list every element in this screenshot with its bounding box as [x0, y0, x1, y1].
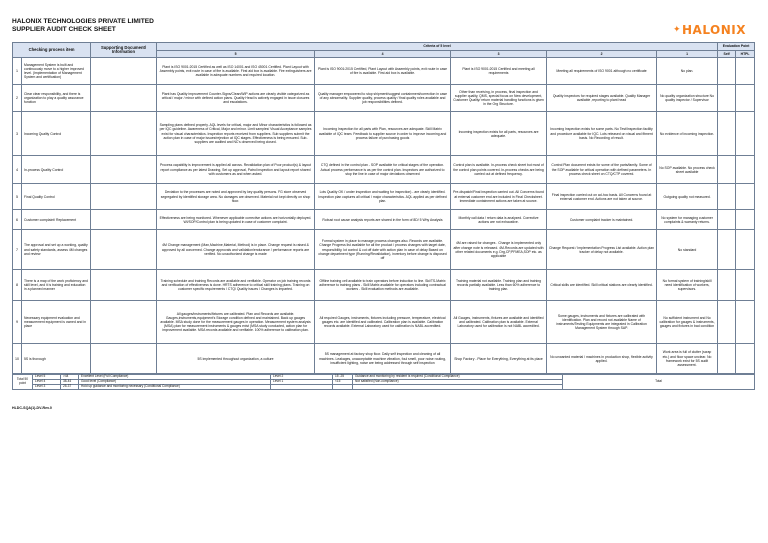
supporting-document [91, 85, 157, 112]
criteria-level-3: 4M are raised for changes . Change is implemented only after change note is released. 4M-Records are updated with other related documents e.g. Drg,CP,PFMEA,SOP etc. as applicable [451, 230, 547, 270]
table-row [13, 230, 755, 270]
audit-sheet [12, 18, 754, 410]
checking-item: 5S is thorough [22, 344, 91, 374]
criteria-level-2: Final inspection carried out on ad-hoc basis. All Concerns found at external customer end. Actions are not taken at source. [547, 184, 657, 210]
logo-star-icon: ✦ [672, 25, 681, 35]
criteria-level-4: All required Gauges, instruments, fixtures including pressure, temperature, electrical gauges etc. are identified and calibrated. Calibration plan is available. Calibration records available. External Laboratory used for calibration is NABL accredited. [315, 301, 451, 344]
halonix-logo [673, 23, 746, 37]
legend-description: Hold up guidance and monitoring necessary (Conditional Compliance) [79, 385, 271, 390]
criteria-level-1: No quality organization structure No quality inspector / Supervisor [657, 85, 718, 112]
criteria-level-2: Control Plan document exists for some of the parts/family. Some of the SOP available for critical operation with defined parameters. In process check sheet on CTQ/CTP covered. [547, 156, 657, 184]
criteria-level-5: Plant has Quality improvement Counter-Signs/Clean/WIP actions are clearly visible categorized as critical / major / minor with defined action plans. Quality Head is actively engaged in issue closures and escalations. [157, 85, 315, 112]
legend-range: 38-44 [61, 380, 79, 385]
header-level-4: 4 [315, 51, 451, 58]
criteria-level-2: Change Request / Implementation Progress List available. Action plan tracker of delay not available. [547, 230, 657, 270]
criteria-level-1: No system for managing customer complaints & warranty returns. [657, 210, 718, 230]
checking-item: In-process Quality Control [22, 156, 91, 184]
legend-range-secondary [333, 385, 353, 390]
htpl-score-cell[interactable] [736, 230, 755, 270]
supporting-document [91, 344, 157, 374]
table-row [13, 112, 755, 156]
criteria-level-2: Critical skills are identified. Skill critical stations are clearly identified. [547, 270, 657, 301]
row-number: 3 [13, 112, 22, 156]
criteria-level-2: Quality inspectors for required stages available. Quality Manager available ,reporting to plant head [547, 85, 657, 112]
row-number: 6 [13, 210, 22, 230]
legend-description: Excellent Level (Full Compliance) [79, 375, 271, 380]
self-score-cell[interactable] [718, 184, 736, 210]
table-row [13, 85, 755, 112]
row-number: 5 [13, 184, 22, 210]
legend-total-label: Total 50 point [13, 375, 33, 390]
row-number: 1 [13, 58, 22, 85]
header-level-2: 2 [547, 51, 657, 58]
table-row [13, 301, 755, 344]
criteria-level-5: Deviation to the processes are noted and approved by key quality persons. FG store observed segregated by identified storage area. No damages are observed. Material not kept directly on shop floor. [157, 184, 315, 210]
checking-item: Customer complaint/ Replacement [22, 210, 91, 230]
header-criteria: Criteria of 5 level [157, 43, 718, 51]
criteria-level-2: No unwanted material / machines in production shop, flexible activity applied. [547, 344, 657, 374]
self-score-cell[interactable] [718, 85, 736, 112]
htpl-score-cell[interactable] [736, 58, 755, 85]
criteria-level-1: Outgoing quality not measured. [657, 184, 718, 210]
row-number: 10 [13, 344, 22, 374]
legend-level: Level 3 [33, 385, 61, 390]
criteria-table [12, 42, 755, 374]
supporting-document [91, 270, 157, 301]
table-row [13, 344, 755, 374]
htpl-score-cell[interactable] [736, 184, 755, 210]
supporting-document [91, 156, 157, 184]
criteria-level-4: Lots Quality OK / under inspection and waiting for inspection) - are clearly identified. Inspection plan captures all critical / major characteristics. AQL applied as per defined plan. [315, 184, 451, 210]
criteria-level-4: Offline training cell available to train operators before induction to line. Ski/TS-Matrix adherence to training plans - Skill Matrix available for operators including contractual workers - Skill evaluation methods are available. [315, 270, 451, 301]
header-htpl: HTPL [736, 51, 755, 58]
htpl-score-cell[interactable] [736, 156, 755, 184]
criteria-level-3: All Gauges, instruments, fixtures are available and identified and calibrated. Calibration plan is available. External Laboratory used for calibration is not NABL accredited. [451, 301, 547, 344]
criteria-level-1: No standard [657, 230, 718, 270]
checking-item: Necessary equipment evaluation and measurement equipment is owned and in place [22, 301, 91, 344]
criteria-level-1: No plan. [657, 58, 718, 85]
criteria-level-5: Effectiveness are being monitored. Whenever applicable corrective actions are horizontally deployed. WI/SOP/Control plan is being updated in case of customer complaint. [157, 210, 315, 230]
header-level-1: 1 [657, 51, 718, 58]
row-number: 4 [13, 156, 22, 184]
self-score-cell[interactable] [718, 210, 736, 230]
legend-range-secondary: <15 [333, 380, 353, 385]
legend-range: >44 [61, 375, 79, 380]
row-number: 8 [13, 270, 22, 301]
legend-level: Level 5 [33, 375, 61, 380]
sheet-header [12, 18, 754, 42]
legend-description: Good level (Compliance) [79, 380, 271, 385]
criteria-level-4: Formal system in place to manage process changes also. Records are available. Change Progress list available for all the product / process changes with target date, responsibility, lot control & cut off date with action plan in case of delay Based on change department type (Running/Revalidation), inventory before change is disposed off [315, 230, 451, 270]
company-name: HALONIX TECHNOLOGIES PRIVATE LIMITED [12, 18, 154, 25]
htpl-score-cell[interactable] [736, 344, 755, 374]
supporting-document [91, 58, 157, 85]
criteria-level-3: Other than receiving, in process, final inspection and supplier quality, QMS, special focus on New development, Customer Quality/ return material handling functions is given in the Org Structure. [451, 85, 547, 112]
table-row [13, 184, 755, 210]
row-number: 2 [13, 85, 22, 112]
criteria-level-3: Plant is ISO 9001:2015 Certified and meeting all requirements [451, 58, 547, 85]
header-evaluation: Evaluation Point [718, 43, 755, 51]
criteria-level-3: Pre-dispatch/Final inspection carried out. All Concerns found at external customer end are included in Final Checksheet. Immediate containment actions are taken at source. [451, 184, 547, 210]
criteria-level-5: Process capability is improvement is applied all across. Revalidation plan of Poor product(s) & layout report compliance as per latest Drawing, Set up approval, Patrol inspection and layout report shared with customers as and when asked. [157, 156, 315, 184]
criteria-level-1: No SOP available. No process check sheet available [657, 156, 718, 184]
self-score-cell[interactable] [718, 344, 736, 374]
criteria-level-4: Plant is ISO 9001:2015 Certified, Plant Layout with Assembly points, exit route in case of fire is available. First aid box is available. [315, 58, 451, 85]
self-score-cell[interactable] [718, 230, 736, 270]
score-legend [12, 374, 755, 390]
criteria-level-1: No sufficient instrument and No calibration for gauges & instruments, gauges and fixtures in bad condition [657, 301, 718, 344]
legend-level-secondary [271, 385, 333, 390]
checking-item: The approval and set up a working, quality and safety standards, assess 4M changes and review [22, 230, 91, 270]
criteria-level-5: Sampling plans defined properly. AQL levels for critical, major and Minor characteristics is followed as per IQC guideline. Awareness of Critical, Major and minor. Limit samples/ Visual Acceptance samples exist for visual characteristics. Inspection reports received from suppliers. Sub suppliers submit the action plan in case of major issues/rejection at IQC stages. Effectiveness is being ensured. Sub-suppliers are audited and NC's observed being closed. [157, 112, 315, 156]
header-self: Self [718, 51, 736, 58]
checking-item: Clear clear responsibility, and there is organization to play a quality assurance function [22, 85, 91, 112]
legend-description-secondary: Not satisfied (Non-compliance) [353, 380, 563, 385]
criteria-level-5: Training schedule and training Records are available and verifiable. Operator on job training records and verification of effectiveness is done. HRTS adherence to critical skill training plans. Training on customer specific requirements / CTQ/ Quality issues / Changes is imparted. [157, 270, 315, 301]
checking-item: Incoming Quality Control [22, 112, 91, 156]
table-row [13, 156, 755, 184]
criteria-level-4: Robust root cause analysis reports are shared in the form of 8D/ 5 Why Analysis [315, 210, 451, 230]
legend-level-secondary: Level 1 [271, 380, 333, 385]
criteria-level-3: Monthly call data / return data is analyzed. Corrective actions are not exhaustive. [451, 210, 547, 230]
criteria-level-2: Meeting all requirements of ISO 9001 although no certificate [547, 58, 657, 85]
row-number: 9 [13, 301, 22, 344]
criteria-level-3: Training material not available. Training plan and training records partially available. Less than 60% adherence to training plan. [451, 270, 547, 301]
checking-item: There is a map of the work proficiency and skill level, and it is training and education in a planned manner [22, 270, 91, 301]
legend-description-secondary: Guidance and monitoring by resident is required (Conditional Compliance) [353, 375, 563, 380]
self-score-cell[interactable] [718, 58, 736, 85]
legend-level-secondary: Level 2 [271, 375, 333, 380]
criteria-level-3: Control plan is available. In-process check sheet but most of the control plan points covered. In-process checks are being carried out at defined frequency. [451, 156, 547, 184]
self-score-cell[interactable] [718, 156, 736, 184]
htpl-score-cell[interactable] [736, 85, 755, 112]
table-row [13, 210, 755, 230]
supporting-document [91, 301, 157, 344]
legend-total: Total [563, 375, 755, 390]
supporting-document [91, 184, 157, 210]
legend-description-secondary [353, 385, 563, 390]
criteria-level-2: Incoming Inspection exists for some parts. No Test/Inspection facility and procedure available for IQC. Lots released on visual and fitment basis. No Recording of result. [547, 112, 657, 156]
criteria-level-5: 4M Change management (Man,Machine,Material, Method) is in place. Change request is raised & approved by all concerned. Change approvals and validation/endurance / performance reports are verified. No unauthorized change is made [157, 230, 315, 270]
self-score-cell[interactable] [718, 301, 736, 344]
legend-level: Level 4 [33, 380, 61, 385]
document-number: HLDC-SQA(1)-DV-Rev.0 [12, 406, 52, 411]
table-row [13, 58, 755, 85]
criteria-level-3: Incoming inspection exists for all parts, resources are adequate. [451, 112, 547, 156]
criteria-level-1: No evidence of incoming inspection. [657, 112, 718, 156]
self-score-cell[interactable] [718, 270, 736, 301]
criteria-level-1: Work area is full of clutter (scrap etc.) and floor space unclear. No framework exist for 5S audit assessment. [657, 344, 718, 374]
criteria-level-2: Customer complaint tracker is maintained. [547, 210, 657, 230]
criteria-level-5: All gauges/instruments/fixtures are calibrated. Plan and Records are available. Gauges,instruments,equipment's Storage condition defined and maintained. Back up gauges available. MSA study done for the measurement gauges in operation. Measurement system analysis (MSA) plan for measurement instruments & gauges exist (MSA study conducted, action plan for improvement available. MSA records available and verifiable. 100% adherence to calibration plan. [157, 301, 315, 344]
criteria-level-4: Incoming Inspection for all parts with Plan, resources are adequate. Skill Matrix available of IQC team. Feedback to supplier source in order to improve incoming and process failure of purchasing goods [315, 112, 451, 156]
supporting-document [91, 210, 157, 230]
criteria-level-5: Plant is ISO 9001:2015 Certified as well as ISO 14001 and ISO 45001 Certified. Plant Layout with Assembly points, exit route in case of fire is available. First aid box is available. Fire extinguishers are available in adequate numbers and required location. [157, 58, 315, 85]
header-level-5: 5 [157, 51, 315, 58]
criteria-level-4: CTQ defined in the control plan - SOP available for critical stages of the operation. Actual process performance is as per the control plan. Inspectors are authorized to stop the line in case of major deviations observed [315, 156, 451, 184]
sheet-title: SUPPLIER AUDIT CHECK SHEET [12, 26, 116, 33]
supporting-document [91, 112, 157, 156]
htpl-score-cell[interactable] [736, 301, 755, 344]
checking-item: Final Quality Control [22, 184, 91, 210]
row-number: 7 [13, 230, 22, 270]
table-row [13, 270, 755, 301]
supporting-document [91, 230, 157, 270]
criteria-level-3: Shop Factory - Place for Everything, Everything at its place [451, 344, 547, 374]
criteria-level-2: Some gauges, instruments and fixtures are calibrated with identification. Plan and record not available Name of instruments/Testing Equipments are integrated in Calibration Management System through SAP. [547, 301, 657, 344]
header-level-3: 3 [451, 51, 547, 58]
criteria-level-5: 5S implemented throughout organization, a culture [157, 344, 315, 374]
logo-text: HALONIX [681, 23, 746, 37]
header-checking-item: Checking process item [13, 43, 91, 58]
htpl-score-cell[interactable] [736, 112, 755, 156]
self-score-cell[interactable] [718, 112, 736, 156]
criteria-level-4: 5S management at factory shop floor. Daily self inspection and cleaning of all machines. Leakages, unacceptable machine vibration, foul smell, poor noise routing, insufficient lighting, noise are being addressed through self inspection [315, 344, 451, 374]
htpl-score-cell[interactable] [736, 210, 755, 230]
legend-range: 25-37 [61, 385, 79, 390]
htpl-score-cell[interactable] [736, 270, 755, 301]
header-supporting-doc: Supporting Document/ Information [91, 43, 157, 58]
criteria-level-1: No formal system of training/skill need identification of workers, supervisors. [657, 270, 718, 301]
legend-range-secondary: 15 -25 [333, 375, 353, 380]
checking-item: Management System is built and continuously move to a higher improved level. (Implementation of Management System and certification) [22, 58, 91, 85]
criteria-level-4: Quality manager empowered to stop shipment/suggest containment/correction in case of any abnormality. Supplier quality, process quality / final quality roles available and job responsibilities defined. [315, 85, 451, 112]
